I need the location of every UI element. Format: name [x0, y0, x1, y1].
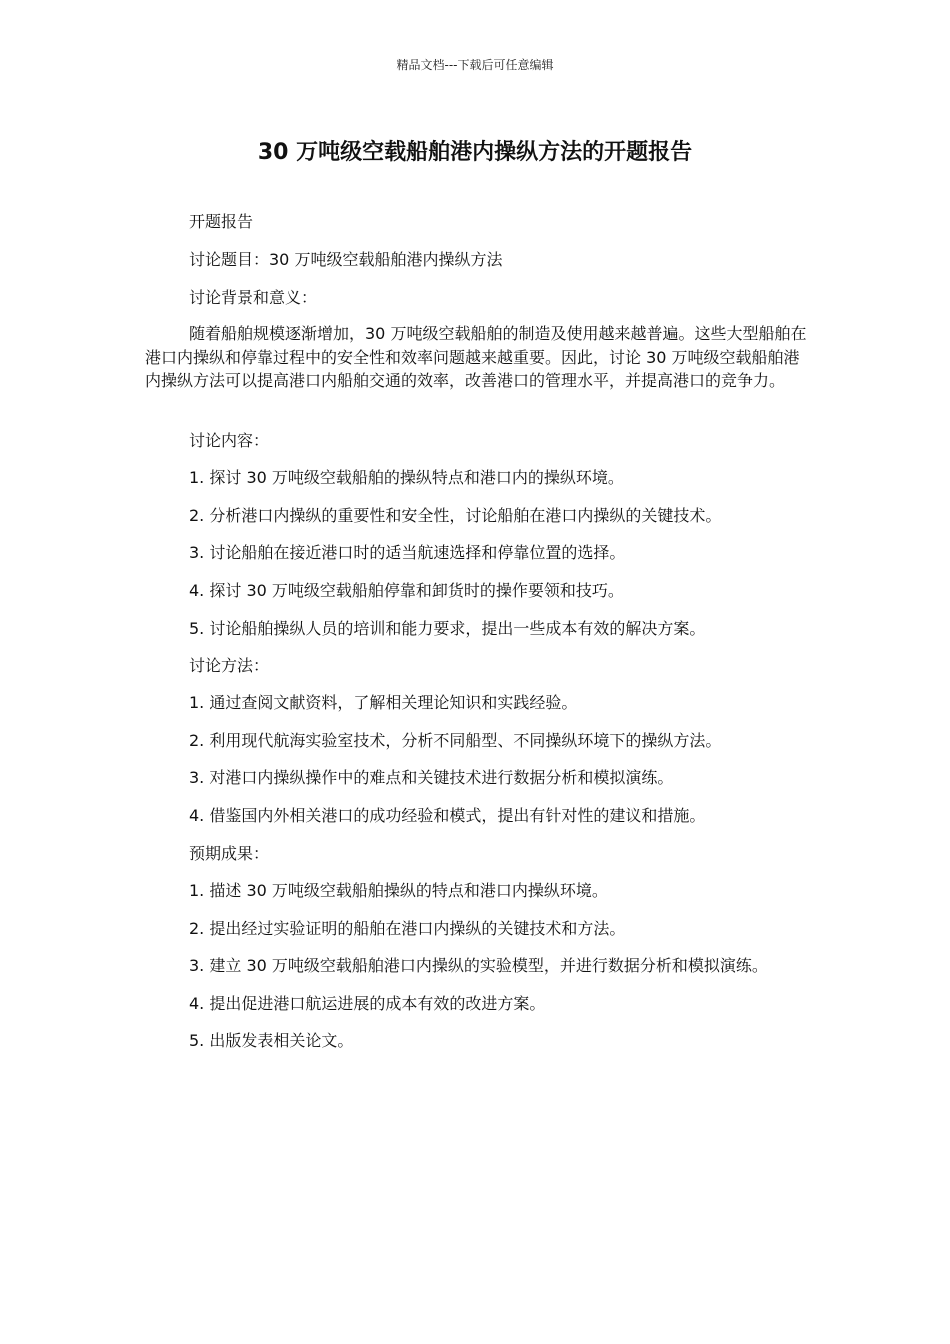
results-item-3: 3. 建立 30 万吨级空载船舶港口内操纵的实验模型，并进行数据分析和模拟演练。: [189, 956, 768, 975]
method-item-3: 3. 对港口内操纵操作中的难点和关键技术进行数据分析和模拟演练。: [189, 768, 674, 787]
content-item-3: 3. 讨论船舶在接近港口时的适当航速选择和停靠位置的选择。: [189, 543, 626, 562]
page-header-note: 精品文档---下载后可任意编辑: [396, 58, 554, 72]
content-item-2: 2. 分析港口内操纵的重要性和安全性，讨论船舶在港口内操纵的关键技术。: [189, 506, 722, 525]
results-heading: 预期成果：: [189, 844, 270, 863]
content-heading: 讨论内容：: [189, 431, 270, 450]
report-label: 开题报告: [189, 212, 254, 231]
content-item-5: 5. 讨论船舶操纵人员的培训和能力要求，提出一些成本有效的解决方案。: [189, 619, 706, 638]
method-item-1: 1. 通过查阅文献资料，了解相关理论知识和实践经验。: [189, 693, 578, 712]
results-item-2: 2. 提出经过实验证明的船舶在港口内操纵的关键技术和方法。: [189, 919, 626, 938]
content-item-4: 4. 探讨 30 万吨级空载船舶停靠和卸货时的操作要领和技巧。: [189, 581, 624, 600]
results-item-5: 5. 出版发表相关论文。: [189, 1031, 354, 1050]
results-item-4: 4. 提出促进港口航运进展的成本有效的改进方案。: [189, 994, 546, 1013]
results-item-1: 1. 描述 30 万吨级空载船舶操纵的特点和港口内操纵环境。: [189, 881, 608, 900]
topic-line: 讨论题目：30 万吨级空载船舶港内操纵方法: [189, 250, 503, 269]
background-heading: 讨论背景和意义：: [189, 288, 318, 307]
document-title: 30 万吨级空载船舶港内操纵方法的开题报告: [257, 140, 693, 165]
method-item-2: 2. 利用现代航海实验室技术，分析不同船型、不同操纵环境下的操纵方法。: [189, 731, 722, 750]
content-item-1: 1. 探讨 30 万吨级空载船舶的操纵特点和港口内的操纵环境。: [189, 468, 624, 487]
method-heading: 讨论方法：: [189, 656, 270, 675]
background-paragraph: 随着船舶规模逐渐增加，30 万吨级空载船舶的制造及使用越来越普遍。这些大型船舶在港口内操纵和停靠过程中的安全性和效率问题越来越重要。因此，讨论 30 万吨级空载船舶港内操纵方法可以提高港口内船舶交通的效率，改善港口的管理水平，并提高港口的竞争力。: [145, 324, 807, 390]
method-item-4: 4. 借鉴国内外相关港口的成功经验和模式，提出有针对性的建议和措施。: [189, 806, 706, 825]
